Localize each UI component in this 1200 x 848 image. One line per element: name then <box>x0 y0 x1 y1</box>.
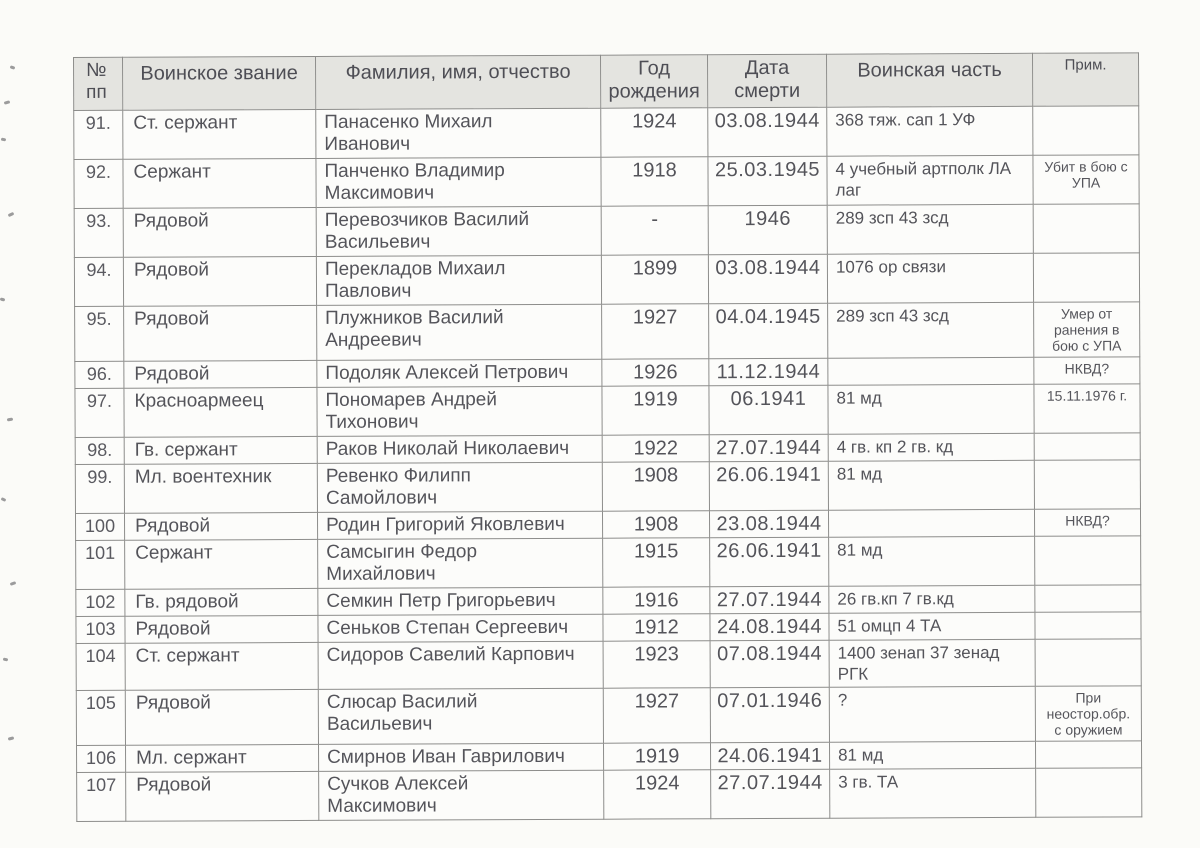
note-cell: Умер от ранения в бою с УПА <box>1034 302 1140 357</box>
rank-cell: Ст. сержант <box>125 642 318 690</box>
unit-cell: 81 мд <box>829 741 1035 769</box>
table-row <box>74 155 1139 209</box>
death-date-cell: 24.08.1944 <box>710 613 829 641</box>
name-cell: Перевозчиков Василий Васильевич <box>316 206 601 256</box>
row-number: 98. <box>75 437 124 464</box>
table-row <box>75 460 1140 514</box>
unit-cell: 81 мд <box>829 536 1035 586</box>
scan-artifact <box>4 100 11 104</box>
col-header-military-unit: Воинская часть <box>826 53 1032 107</box>
death-date-cell: 26.06.1941 <box>709 461 828 511</box>
rank-cell: Ст. сержант <box>123 109 316 159</box>
row-number: 105 <box>76 690 125 745</box>
birth-year-cell: 1919 <box>603 743 710 770</box>
casualty-list-table <box>73 52 1142 822</box>
row-number: 91. <box>74 110 123 159</box>
table-row <box>77 768 1142 822</box>
name-cell: Подоляк Алексей Петрович <box>317 359 602 387</box>
death-date-cell: 07.08.1944 <box>710 640 829 688</box>
death-date-cell: 1946 <box>708 205 827 255</box>
death-date-cell: 11.12.1944 <box>709 358 828 386</box>
birth-year-cell: 1922 <box>602 435 709 462</box>
unit-cell: 1400 зенап 37 зенад РГК <box>829 639 1035 687</box>
row-number: 102 <box>76 589 125 616</box>
rank-cell: Гв. рядовой <box>125 588 318 616</box>
rank-cell: Рядовой <box>126 771 319 821</box>
name-cell: Семкин Петр Григорьевич <box>318 587 603 615</box>
rank-cell: Красноармеец <box>124 387 317 437</box>
rank-cell: Мл. воентехник <box>124 463 317 513</box>
rank-cell: Рядовой <box>124 512 317 540</box>
scan-artifact <box>10 581 17 586</box>
birth-year-cell: 1908 <box>602 511 709 538</box>
scan-artifact <box>0 297 5 301</box>
birth-year-cell: 1926 <box>602 359 709 386</box>
scan-artifact <box>7 418 13 422</box>
name-cell: Пономарев Андрей Тихонович <box>317 386 602 436</box>
death-date-cell: 27.07.1944 <box>710 586 829 614</box>
death-date-cell: 03.08.1944 <box>708 254 827 304</box>
row-number: 96. <box>75 361 124 388</box>
death-date-cell: 27.07.1944 <box>711 769 830 819</box>
unit-cell: 289 зсп 43 зсд <box>828 302 1034 358</box>
unit-cell: 81 мд <box>828 460 1034 510</box>
rank-cell: Рядовой <box>124 305 317 361</box>
birth-year-cell: 1919 <box>602 386 709 435</box>
rank-cell: Рядовой <box>125 689 318 745</box>
unit-cell: ? <box>829 686 1035 742</box>
row-number: 99. <box>75 464 124 513</box>
row-number: 101 <box>76 540 125 589</box>
table-row <box>76 686 1141 746</box>
unit-cell: 3 гв. ТА <box>830 768 1036 818</box>
scanned-table-region <box>73 52 1142 822</box>
scan-artifact <box>3 658 9 662</box>
death-date-cell: 23.08.1944 <box>709 510 828 538</box>
death-date-cell: 04.04.1945 <box>709 303 828 359</box>
name-cell: Сидоров Савелий Карпович <box>318 641 603 689</box>
name-cell: Слюсар Василий Васильевич <box>318 688 603 744</box>
rank-cell: Рядовой <box>123 207 316 257</box>
table-row <box>76 639 1141 691</box>
death-date-cell: 25.03.1945 <box>708 156 827 206</box>
rank-cell: Сержант <box>125 539 318 589</box>
row-number: 95. <box>75 306 124 361</box>
scan-artifact <box>1 497 7 502</box>
name-cell: Плужников Василий Андреевич <box>317 304 602 360</box>
birth-year-cell: 1924 <box>604 770 711 819</box>
unit-cell: 368 тяж. сап 1 УФ <box>827 106 1033 156</box>
rank-cell: Рядовой <box>125 615 318 643</box>
note-cell <box>1033 204 1139 253</box>
note-cell: При неостор.обр. с оружием <box>1035 686 1141 741</box>
note-cell <box>1035 585 1141 612</box>
death-date-cell: 06.1941 <box>709 385 828 435</box>
row-number: 104 <box>76 643 125 690</box>
birth-year-cell: - <box>601 206 708 255</box>
row-number: 93. <box>74 208 123 257</box>
death-date-cell: 26.06.1941 <box>710 537 829 587</box>
rank-cell: Сержант <box>123 158 316 208</box>
note-cell: 15.11.1976 г. <box>1034 384 1140 433</box>
name-cell: Самсыгин Федор Михайлович <box>318 538 603 588</box>
rank-cell: Гв. сержант <box>124 436 317 464</box>
note-cell: НКВД? <box>1034 357 1140 384</box>
birth-year-cell: 1923 <box>603 641 710 688</box>
unit-cell: 4 учебный артполк ЛА лаг <box>827 155 1033 205</box>
death-date-cell: 03.08.1944 <box>708 107 827 157</box>
col-header-rank: Воинское звание <box>123 56 316 110</box>
table-row <box>76 536 1141 590</box>
table-row <box>74 106 1139 160</box>
table-row <box>74 253 1139 307</box>
note-cell <box>1035 639 1141 686</box>
name-cell: Родин Григорий Яковлевич <box>317 511 602 539</box>
note-cell <box>1035 612 1141 639</box>
scan-artifact <box>8 212 15 217</box>
unit-cell <box>828 357 1034 385</box>
name-cell: Ревенко Филипп Самойлович <box>317 462 602 512</box>
name-cell: Смирнов Иван Гаврилович <box>319 743 604 771</box>
unit-cell: 26 гв.кп 7 гв.кд <box>829 585 1035 613</box>
row-number: 100 <box>75 513 124 540</box>
birth-year-cell: 1899 <box>601 255 708 304</box>
row-number: 94. <box>74 257 123 306</box>
note-cell <box>1033 106 1139 155</box>
name-cell: Панасенко Михаил Иванович <box>316 108 601 158</box>
name-cell: Сучков Алексей Максимович <box>319 770 604 820</box>
unit-cell: 51 омцп 4 ТА <box>829 612 1035 640</box>
note-cell <box>1034 460 1140 509</box>
scan-artifact <box>10 65 16 70</box>
header-row <box>74 53 1139 111</box>
col-header-birth-year: Год рождения <box>600 55 707 108</box>
row-number: 106 <box>77 745 126 772</box>
rank-cell: Рядовой <box>124 360 317 388</box>
note-cell: Убит в бою с УПА <box>1033 155 1139 204</box>
col-header-full-name: Фамилия, имя, отчество <box>315 55 600 109</box>
name-cell: Сеньков Степан Сергеевич <box>318 614 603 642</box>
birth-year-cell: 1915 <box>603 538 710 587</box>
table-row <box>74 204 1139 258</box>
name-cell: Раков Николай Николаевич <box>317 435 602 463</box>
col-header-notes: Прим. <box>1032 53 1138 106</box>
unit-cell: 1076 ор связи <box>827 253 1033 303</box>
row-number: 92. <box>74 159 123 208</box>
birth-year-cell: 1916 <box>603 587 710 614</box>
birth-year-cell: 1918 <box>601 157 708 206</box>
birth-year-cell: 1908 <box>602 462 709 511</box>
note-cell <box>1035 741 1141 768</box>
note-cell: НКВД? <box>1034 509 1140 536</box>
note-cell <box>1035 536 1141 585</box>
birth-year-cell: 1924 <box>601 108 708 157</box>
col-header-death-date: Дата смерти <box>707 54 826 108</box>
birth-year-cell: 1927 <box>602 304 709 359</box>
row-number: 103 <box>76 616 125 643</box>
note-cell <box>1036 768 1142 817</box>
unit-cell: 289 зсп 43 зсд <box>827 204 1033 254</box>
row-number: 107 <box>77 772 126 821</box>
row-number: 97. <box>75 388 124 437</box>
death-date-cell: 24.06.1941 <box>710 742 829 770</box>
birth-year-cell: 1927 <box>603 688 710 743</box>
note-cell <box>1033 253 1139 302</box>
table-row <box>75 302 1140 362</box>
scan-artifact <box>8 736 15 740</box>
scan-artifact <box>1 138 6 142</box>
name-cell: Перекладов Михаил Павлович <box>316 255 601 305</box>
unit-cell: 4 гв. кп 2 гв. кд <box>828 433 1034 461</box>
birth-year-cell: 1912 <box>603 614 710 641</box>
death-date-cell: 07.01.1946 <box>710 687 829 743</box>
table-row <box>75 384 1140 438</box>
unit-cell <box>828 509 1034 537</box>
rank-cell: Рядовой <box>123 256 316 306</box>
unit-cell: 81 мд <box>828 384 1034 434</box>
name-cell: Панченко Владимир Максимович <box>316 157 601 207</box>
death-date-cell: 27.07.1944 <box>709 434 828 462</box>
rank-cell: Мл. сержант <box>126 744 319 772</box>
note-cell <box>1034 433 1140 460</box>
col-header-number: № пп <box>74 57 123 110</box>
